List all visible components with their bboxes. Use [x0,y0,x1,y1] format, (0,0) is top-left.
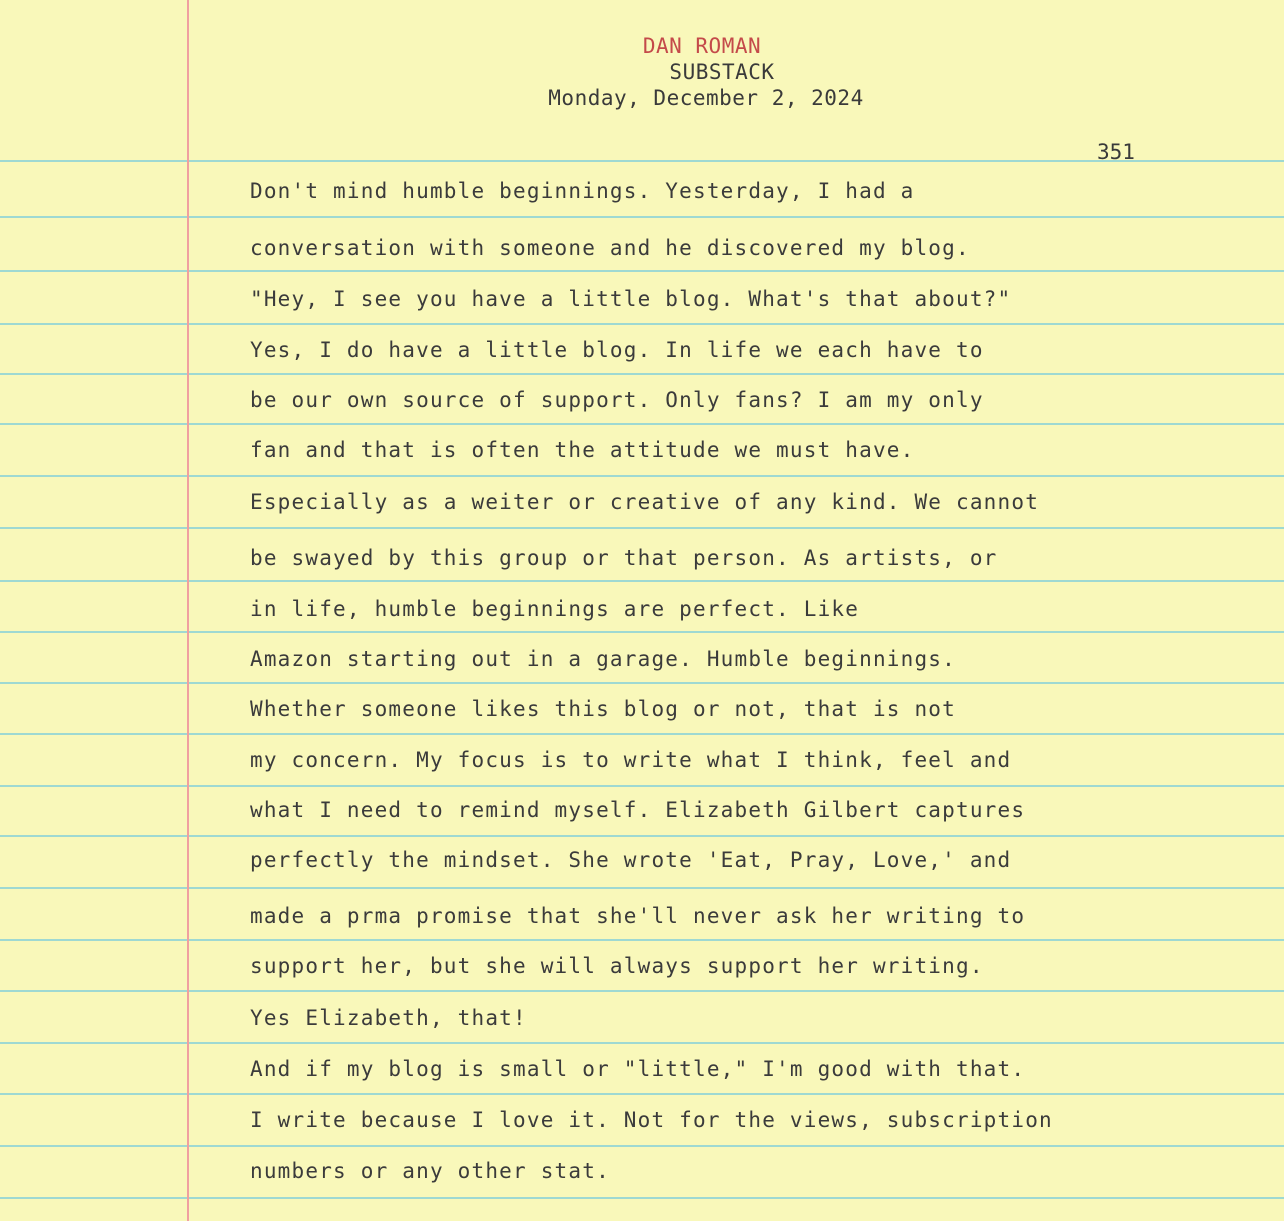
text-line: perfectly the mindset. She wrote 'Eat, Pray, Love,' and [250,848,1012,872]
margin-line [187,0,189,1221]
text-line: And if my blog is small or "little," I'm good with that. [250,1057,1026,1081]
ruled-line [0,1197,1284,1199]
text-line: "Hey, I see you have a little blog. What's that about?" [250,287,1012,311]
text-line: Don't mind humble beginnings. Yesterday, I had a [250,179,915,203]
ruled-line [0,682,1284,684]
ruled-line [0,423,1284,425]
ruled-line [0,990,1284,992]
text-line: Amazon starting out in a garage. Humble beginnings. [250,647,956,671]
author-name: DAN ROMAN [642,34,762,58]
text-line: be swayed by this group or that person. As artists, or [250,546,998,570]
page-number: 351 [1097,140,1135,164]
ruled-line [0,216,1284,218]
text-line: fan and that is often the attitude we must have. [250,438,915,462]
ruled-line [0,1093,1284,1095]
publication-name: SUBSTACK [669,60,775,84]
text-line: in life, humble beginnings are perfect. Like [250,597,860,621]
text-line: be our own source of support. Only fans? I am my only [250,388,984,412]
text-line: support her, but she will always support her writing. [250,954,984,978]
ruled-line [0,580,1284,582]
text-line: my concern. My focus is to write what I think, feel and [250,748,1012,772]
ruled-line [0,631,1284,633]
ruled-line [0,785,1284,787]
text-line: conversation with someone and he discovered my blog. [250,236,970,260]
text-line: Especially as a weiter or creative of any kind. We cannot [250,490,1040,514]
text-line: what I need to remind myself. Elizabeth Gilbert captures [250,798,1026,822]
ruled-line [0,527,1284,529]
entry-date: Monday, December 2, 2024 [548,86,864,110]
ruled-line [0,323,1284,325]
text-line: made a prma promise that she'll never ask her writing to [250,904,1026,928]
text-line: numbers or any other stat. [250,1159,610,1183]
ruled-line [0,733,1284,735]
text-line: Yes, I do have a little blog. In life we each have to [250,338,984,362]
text-line: Whether someone likes this blog or not, that is not [250,697,956,721]
ruled-line [0,475,1284,477]
ruled-line [0,1145,1284,1147]
ruled-line [0,1042,1284,1044]
ruled-line [0,835,1284,837]
text-line: I write because I love it. Not for the views, subscription [250,1108,1053,1132]
ruled-line [0,939,1284,941]
text-line: Yes Elizabeth, that! [250,1006,527,1030]
ruled-line [0,887,1284,889]
ruled-line [0,270,1284,272]
ruled-line [0,160,1284,162]
ruled-line [0,373,1284,375]
